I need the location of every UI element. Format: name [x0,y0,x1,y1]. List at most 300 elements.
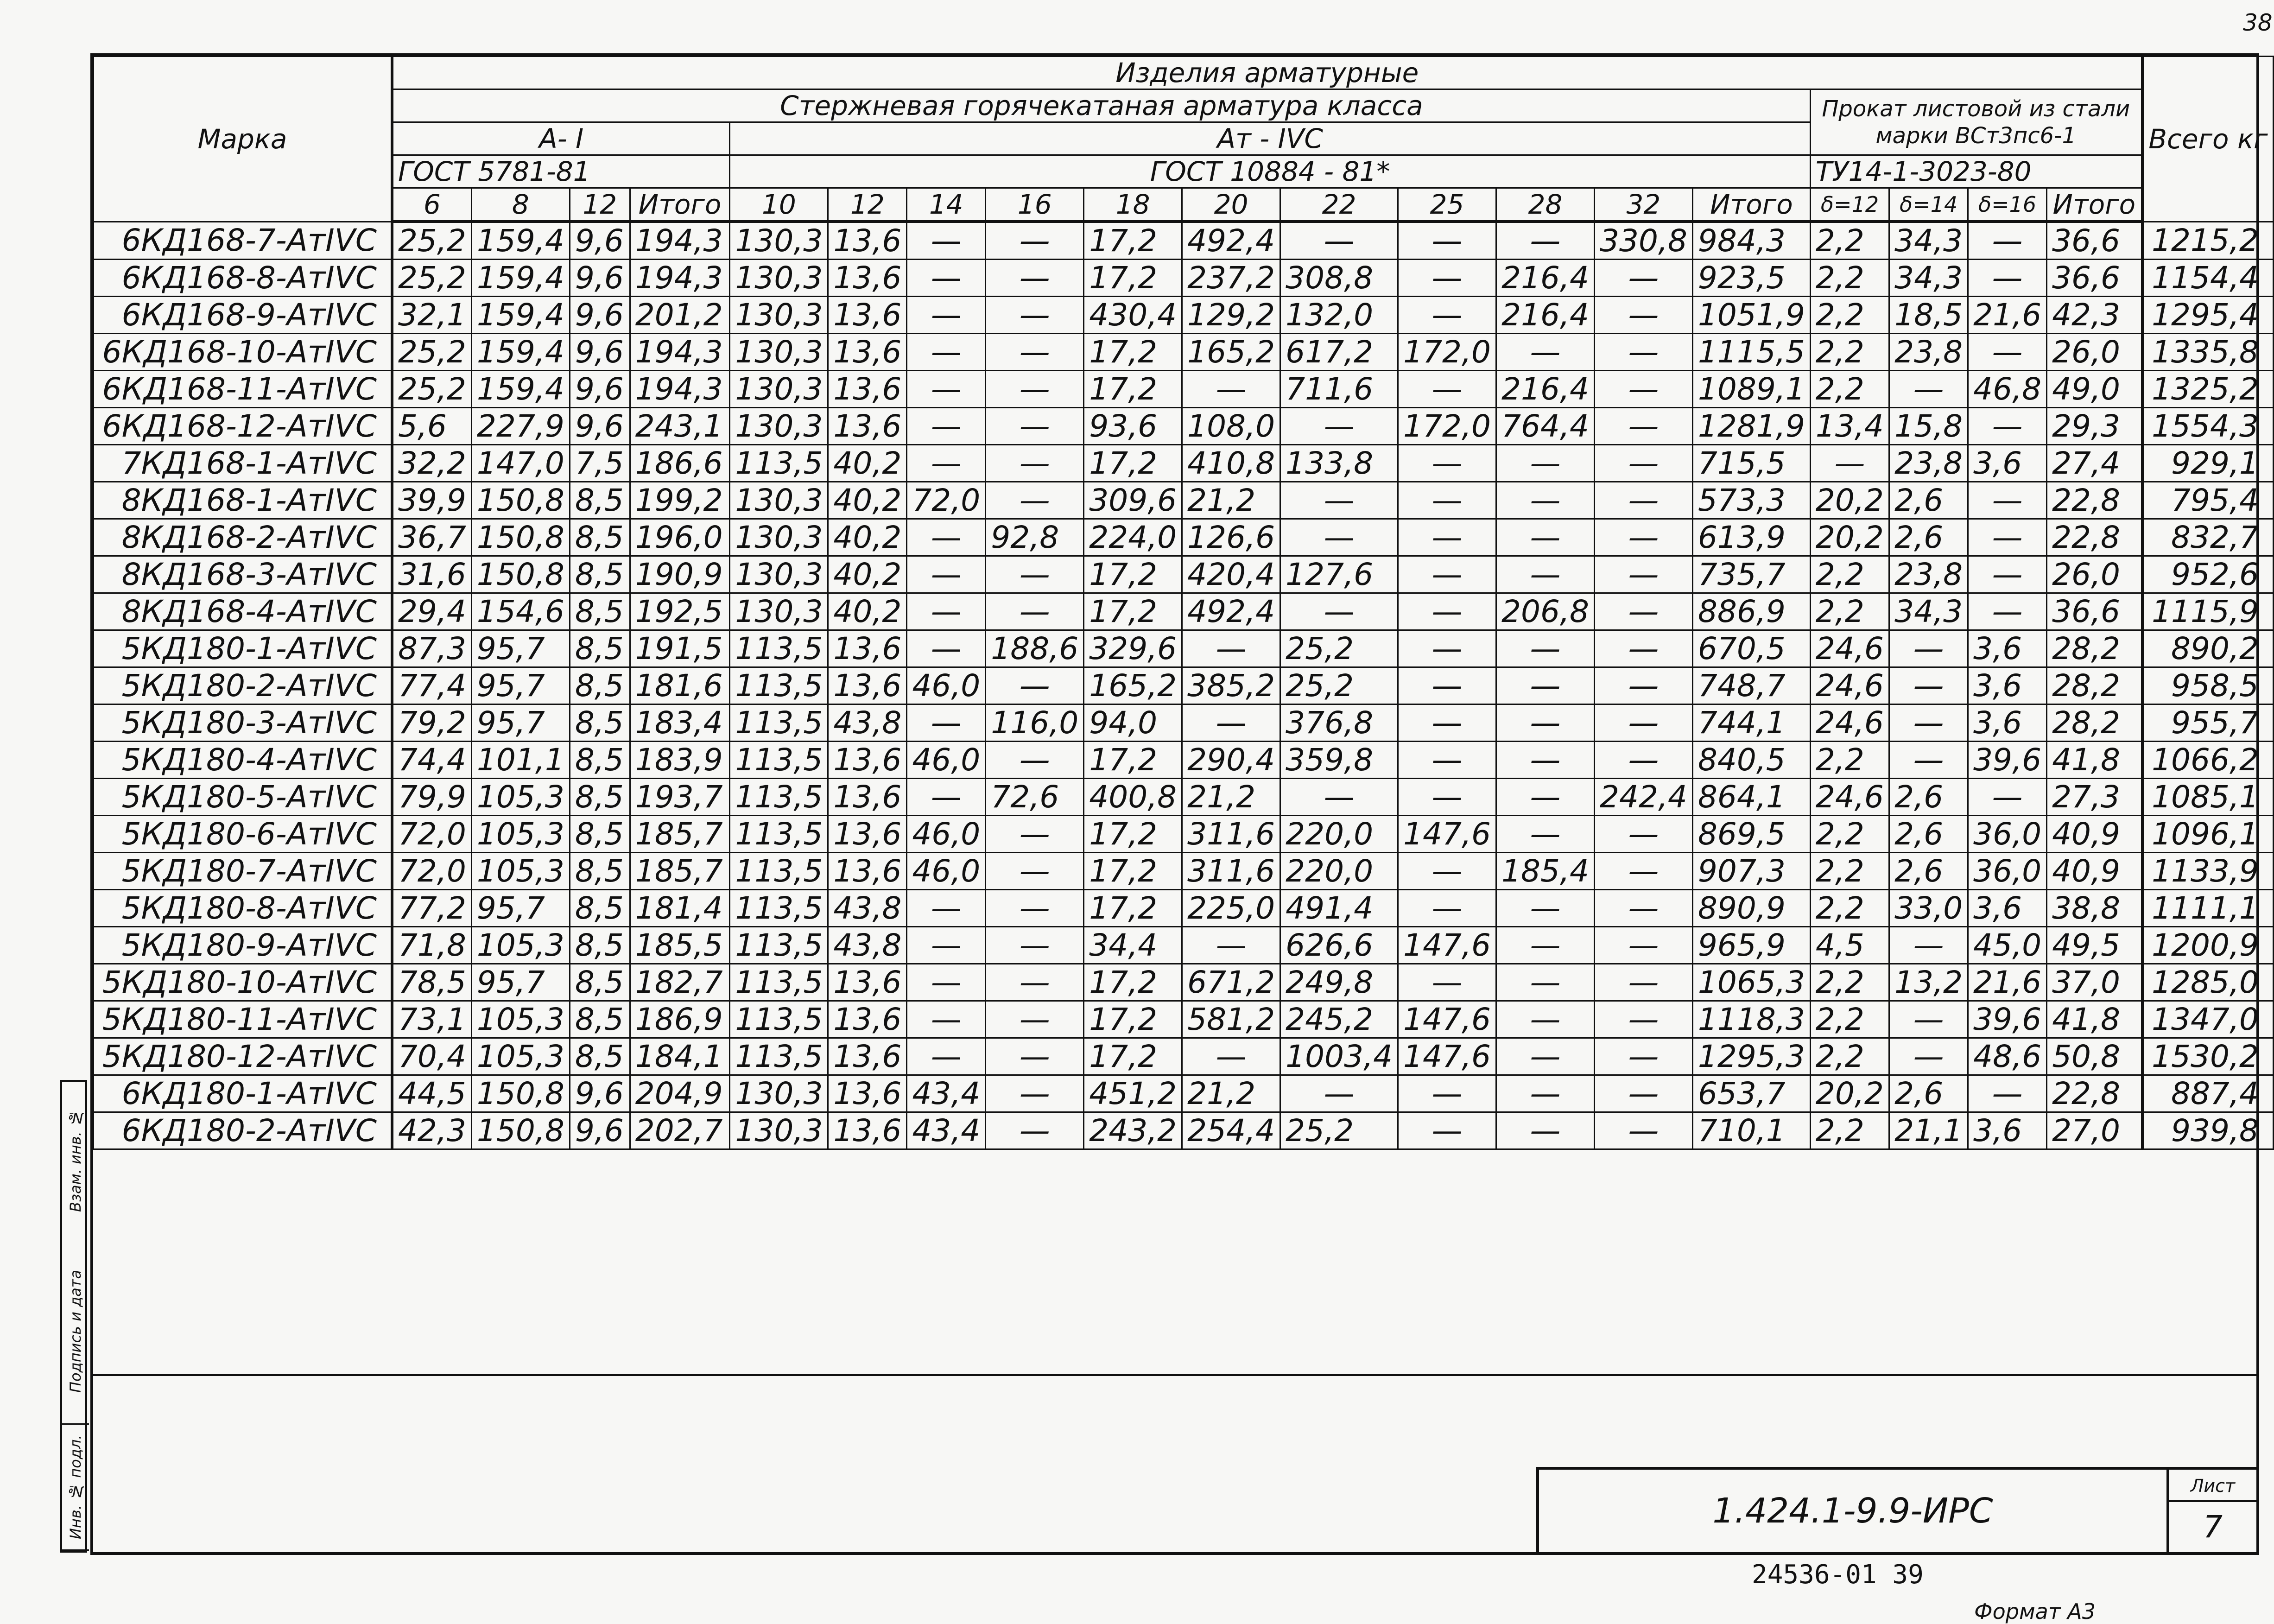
row-value: 202,7 [630,1112,730,1149]
row-value: 127,6 [1280,556,1398,593]
row-mark: 5КД180-5-АтIVC [94,779,392,816]
row-value: — [1594,630,1692,667]
header-dia: 12 [570,188,630,222]
row-value: — [986,334,1084,371]
row-value: 132,0 [1280,297,1398,334]
row-value: 130,3 [730,222,828,260]
row-value: 181,4 [630,890,730,927]
row-value: 1154,4 [2142,260,2274,297]
row-value: 31,6 [392,556,471,593]
row-value: 17,2 [1084,1001,1182,1038]
row-value: 48,6 [1968,1038,2047,1075]
row-value: 20,2 [1810,482,1889,519]
row-value: 1003,4 [1280,1038,1398,1075]
side-strip [60,1080,87,1553]
row-value: 17,2 [1084,890,1182,927]
row-value: — [1496,445,1595,482]
row-value: 44,5 [392,1075,471,1112]
row-value: — [986,222,1084,260]
row-value: — [986,853,1084,890]
row-value: 18,5 [1889,297,1968,334]
header-total: Всего кг [2142,57,2274,222]
row-value: 17,2 [1084,222,1182,260]
row-mark: 8КД168-1-АтIVC [94,482,392,519]
row-value: 1115,9 [2142,593,2274,630]
row-value: 165,2 [1084,667,1182,704]
row-mark: 6КД180-2-АтIVC [94,1112,392,1149]
row-mark: 5КД180-9-АтIVC [94,927,392,964]
row-value: 748,7 [1692,667,1810,704]
row-value: 183,9 [630,742,730,779]
row-value: 21,2 [1182,1075,1280,1112]
row-value: 39,6 [1968,742,2047,779]
row-value: 36,0 [1968,853,2047,890]
row-value: 710,1 [1692,1112,1810,1149]
row-value: — [1889,742,1968,779]
row-value: 492,4 [1182,222,1280,260]
row-value: 105,3 [471,779,570,816]
row-value: 1051,9 [1692,297,1810,334]
row-value: 39,9 [392,482,471,519]
row-value: — [1594,371,1692,408]
row-value: 113,5 [730,1001,828,1038]
row-value: 13,6 [828,964,907,1001]
row-value: 17,2 [1084,964,1182,1001]
row-mark: 6КД168-7-АтIVC [94,222,392,260]
row-value: 13,2 [1889,964,1968,1001]
header-subtotal: Итого [2047,188,2142,222]
table-row [94,1038,2274,1075]
row-value: 22,8 [2047,519,2142,556]
row-value: — [1496,1001,1595,1038]
table-row [94,927,2274,964]
header-dia: 16 [986,188,1084,222]
row-value: 194,3 [630,222,730,260]
row-mark: 5КД180-1-АтIVC [94,630,392,667]
row-value: 95,7 [471,964,570,1001]
row-value: 28,2 [2047,630,2142,667]
row-value: 24,6 [1810,779,1889,816]
row-value: 1066,2 [2142,742,2274,779]
row-value: 13,6 [828,667,907,704]
row-value: 40,2 [828,482,907,519]
header-dia: 20 [1182,188,1280,222]
row-mark: 5КД180-3-АтIVC [94,704,392,742]
row-value: 36,6 [2047,222,2142,260]
row-value: 105,3 [471,1001,570,1038]
row-mark: 6КД168-10-АтIVC [94,334,392,371]
row-value: — [1398,482,1496,519]
row-value: 184,1 [630,1038,730,1075]
row-value: 113,5 [730,1038,828,1075]
side-label-replace-inv: Взам. инв. № [67,1109,84,1212]
sheet-label: Лист [2169,1470,2256,1502]
row-value: 410,8 [1182,445,1280,482]
row-value: 36,6 [2047,593,2142,630]
row-value: 2,2 [1810,593,1889,630]
row-value: 3,6 [1968,890,2047,927]
row-value: 216,4 [1496,260,1595,297]
row-value: 40,2 [828,445,907,482]
row-value: — [1398,222,1496,260]
row-value: 832,7 [2142,519,2274,556]
row-value: — [986,371,1084,408]
row-value: 8,5 [570,1038,630,1075]
row-value: 193,7 [630,779,730,816]
row-value: — [1496,742,1595,779]
row-value: 33,0 [1889,890,1968,927]
row-value: 113,5 [730,742,828,779]
row-value: 42,3 [2047,297,2142,334]
row-value: 17,2 [1084,371,1182,408]
row-value: 72,6 [986,779,1084,816]
row-value: 939,8 [2142,1112,2274,1149]
table-row [94,853,2274,890]
row-value: 8,5 [570,630,630,667]
row-value: — [1182,1038,1280,1075]
row-value: 2,2 [1810,1001,1889,1038]
table-row [94,704,2274,742]
row-value: 194,3 [630,334,730,371]
row-value: 744,1 [1692,704,1810,742]
row-value: 311,6 [1182,816,1280,853]
row-value: 147,6 [1398,1038,1496,1075]
row-mark: 6КД180-1-АтIVC [94,1075,392,1112]
row-value: — [986,445,1084,482]
row-value: — [1496,482,1595,519]
row-value: 13,6 [828,222,907,260]
row-value: 2,2 [1810,556,1889,593]
row-value: 5,6 [392,408,471,445]
row-value: 29,4 [392,593,471,630]
row-mark: 5КД180-11-АтIVC [94,1001,392,1038]
row-value: 78,5 [392,964,471,1001]
row-value: — [1280,519,1398,556]
row-value: — [907,519,986,556]
row-value: 49,0 [2047,371,2142,408]
rebar-specification-table [93,56,2274,1150]
row-value: 185,4 [1496,853,1595,890]
inventory-number: 24536-01 39 [1752,1560,1924,1590]
row-value: — [1889,667,1968,704]
row-mark: 5КД180-8-АтIVC [94,890,392,927]
row-value: 72,0 [392,853,471,890]
row-value: 21,1 [1889,1112,1968,1149]
row-value: 49,5 [2047,927,2142,964]
row-value: 17,2 [1084,853,1182,890]
row-value: 9,6 [570,297,630,334]
header-dia: 28 [1496,188,1595,222]
header-dia: 25 [1398,188,1496,222]
row-value: 46,0 [907,816,986,853]
row-mark: 5КД180-10-АтIVC [94,964,392,1001]
row-value: 13,6 [828,408,907,445]
row-value: 36,6 [2047,260,2142,297]
row-value: — [1889,371,1968,408]
row-value: 72,0 [907,482,986,519]
row-value: — [1280,482,1398,519]
row-value: — [1496,667,1595,704]
row-value: 130,3 [730,1112,828,1149]
row-value: 8,5 [570,1001,630,1038]
row-value: 40,2 [828,593,907,630]
row-value: 8,5 [570,593,630,630]
row-value: — [1968,519,2047,556]
row-value: 34,3 [1889,222,1968,260]
row-value: 8,5 [570,742,630,779]
row-value: 869,5 [1692,816,1810,853]
row-value: 133,8 [1280,445,1398,482]
row-value: 715,5 [1692,445,1810,482]
row-value: 36,0 [1968,816,2047,853]
row-value: 113,5 [730,816,828,853]
row-value: — [1398,297,1496,334]
row-mark: 5КД180-7-АтIVC [94,853,392,890]
row-value: — [986,927,1084,964]
format-label: Формат А3 [1974,1599,2096,1624]
row-value: 191,5 [630,630,730,667]
page-number: 38 [2243,9,2273,36]
row-value: 840,5 [1692,742,1810,779]
row-value: 216,4 [1496,371,1595,408]
table-row [94,519,2274,556]
row-value: 126,6 [1182,519,1280,556]
table-row [94,371,2274,408]
table-row [94,408,2274,445]
row-value: 196,0 [630,519,730,556]
row-value: 43,8 [828,704,907,742]
row-value: 150,8 [471,482,570,519]
row-value: 72,0 [392,816,471,853]
row-value: — [1889,927,1968,964]
row-value: 21,6 [1968,964,2047,1001]
row-value: 24,6 [1810,704,1889,742]
row-value: 3,6 [1968,667,2047,704]
row-value: 958,5 [2142,667,2274,704]
row-value: 165,2 [1182,334,1280,371]
row-value: 581,2 [1182,1001,1280,1038]
row-value: 15,8 [1889,408,1968,445]
row-value: 130,3 [730,593,828,630]
row-value: 79,9 [392,779,471,816]
row-value: 8,5 [570,667,630,704]
row-value: 46,0 [907,853,986,890]
row-value: 46,0 [907,742,986,779]
header-class-a1: А- I [392,122,730,155]
header-dia: 18 [1084,188,1182,222]
row-value: — [986,1001,1084,1038]
row-value: — [1496,927,1595,964]
row-value: 92,8 [986,519,1084,556]
row-value: 93,6 [1084,408,1182,445]
row-value: — [1968,779,2047,816]
row-value: 32,2 [392,445,471,482]
row-value: 984,3 [1692,222,1810,260]
row-value: 182,7 [630,964,730,1001]
row-value: — [907,630,986,667]
row-value: 13,4 [1810,408,1889,445]
row-value: — [1594,297,1692,334]
table-row [94,1075,2274,1112]
row-value: 43,8 [828,890,907,927]
row-value: 22,8 [2047,1075,2142,1112]
row-value: — [907,964,986,1001]
row-value: — [1594,556,1692,593]
row-value: 2,6 [1889,1075,1968,1112]
row-value: 907,3 [1692,853,1810,890]
row-value: — [907,334,986,371]
header-dia: 22 [1280,188,1398,222]
row-value: 46,0 [907,667,986,704]
row-value: 21,2 [1182,482,1280,519]
row-value: 216,4 [1496,297,1595,334]
row-value: 28,2 [2047,704,2142,742]
row-value: 41,8 [2047,742,2142,779]
row-mark: 8КД168-2-АтIVC [94,519,392,556]
row-value: 130,3 [730,519,828,556]
row-value: — [1496,779,1595,816]
header-dia: 12 [828,188,907,222]
row-value: — [1594,667,1692,704]
table-row [94,222,2274,260]
row-value: 113,5 [730,927,828,964]
row-mark: 8КД168-4-АтIVC [94,593,392,630]
row-value: 13,6 [828,779,907,816]
row-value: 130,3 [730,408,828,445]
row-value: 185,7 [630,816,730,853]
row-value: — [1889,1001,1968,1038]
row-value: 95,7 [471,667,570,704]
row-value: 186,6 [630,445,730,482]
row-value: — [907,408,986,445]
row-value: 220,0 [1280,853,1398,890]
row-value: 113,5 [730,779,828,816]
row-value: 40,9 [2047,853,2142,890]
row-value: 290,4 [1182,742,1280,779]
header-products: Изделия арматурные [392,57,2142,89]
row-value: 113,5 [730,630,828,667]
row-value: 23,8 [1889,334,1968,371]
row-value: 23,8 [1889,556,1968,593]
row-value: — [1594,1038,1692,1075]
row-value: 105,3 [471,816,570,853]
row-value: 17,2 [1084,445,1182,482]
row-mark: 5КД180-2-АтIVC [94,667,392,704]
row-value: 113,5 [730,964,828,1001]
row-value: — [1398,519,1496,556]
row-value: — [1594,445,1692,482]
row-value: 154,6 [471,593,570,630]
row-value: 185,7 [630,853,730,890]
row-value: 172,0 [1398,408,1496,445]
row-value: 309,6 [1084,482,1182,519]
row-value: 1065,3 [1692,964,1810,1001]
row-mark: 5КД180-12-АтIVC [94,1038,392,1075]
row-value: 400,8 [1084,779,1182,816]
row-value: — [1594,519,1692,556]
row-value: 245,2 [1280,1001,1398,1038]
row-value: 1295,3 [1692,1038,1810,1075]
row-value: 613,9 [1692,519,1810,556]
row-value: — [907,704,986,742]
row-value: 359,8 [1280,742,1398,779]
row-value: 28,2 [2047,667,2142,704]
row-value: 8,5 [570,964,630,1001]
row-value: 206,8 [1496,593,1595,630]
row-value: 201,2 [630,297,730,334]
row-value: 9,6 [570,1075,630,1112]
row-value: — [1398,445,1496,482]
row-value: — [1594,964,1692,1001]
row-value: 159,4 [471,260,570,297]
row-value: — [1968,556,2047,593]
row-value: 491,4 [1280,890,1398,927]
row-value: 26,0 [2047,334,2142,371]
row-value: — [1280,593,1398,630]
row-value: 43,8 [828,927,907,964]
row-value: 17,2 [1084,742,1182,779]
row-value: 43,4 [907,1075,986,1112]
row-value: — [986,408,1084,445]
row-value: — [1496,1112,1595,1149]
row-value: 130,3 [730,334,828,371]
row-value: — [1398,556,1496,593]
row-mark: 7КД168-1-АтIVC [94,445,392,482]
row-value: 17,2 [1084,816,1182,853]
row-value: 2,6 [1889,519,1968,556]
row-value: 40,9 [2047,816,2142,853]
row-value: — [907,1038,986,1075]
row-value: — [1496,519,1595,556]
row-value: 95,7 [471,630,570,667]
row-value: 1089,1 [1692,371,1810,408]
row-value: 3,6 [1968,704,2047,742]
row-value: — [1496,704,1595,742]
row-value: 50,8 [2047,1038,2142,1075]
table-row [94,297,2274,334]
row-value: 8,5 [570,853,630,890]
row-value: 385,2 [1182,667,1280,704]
row-value: 1200,9 [2142,927,2274,964]
row-value: 923,5 [1692,260,1810,297]
document-code: 1.424.1-9.9-ИРС [1539,1470,2169,1552]
row-value: 192,5 [630,593,730,630]
row-value: 130,3 [730,1075,828,1112]
table-row [94,445,2274,482]
row-value: 492,4 [1182,593,1280,630]
row-value: 150,8 [471,1075,570,1112]
row-value: 1285,0 [2142,964,2274,1001]
row-value: 34,4 [1084,927,1182,964]
row-value: 130,3 [730,297,828,334]
row-value: 2,2 [1810,260,1889,297]
row-value: 1118,3 [1692,1001,1810,1038]
row-value: 150,8 [471,1112,570,1149]
row-value: 243,1 [630,408,730,445]
row-value: 329,6 [1084,630,1182,667]
row-value: 7,5 [570,445,630,482]
row-value: — [1182,371,1280,408]
row-value: 9,6 [570,1112,630,1149]
table-row [94,890,2274,927]
row-value: — [1810,445,1889,482]
row-value: 32,1 [392,297,471,334]
row-value: — [1398,371,1496,408]
row-value: 17,2 [1084,334,1182,371]
row-value: 29,3 [2047,408,2142,445]
row-value: 27,4 [2047,445,2142,482]
row-value: 220,0 [1280,816,1398,853]
